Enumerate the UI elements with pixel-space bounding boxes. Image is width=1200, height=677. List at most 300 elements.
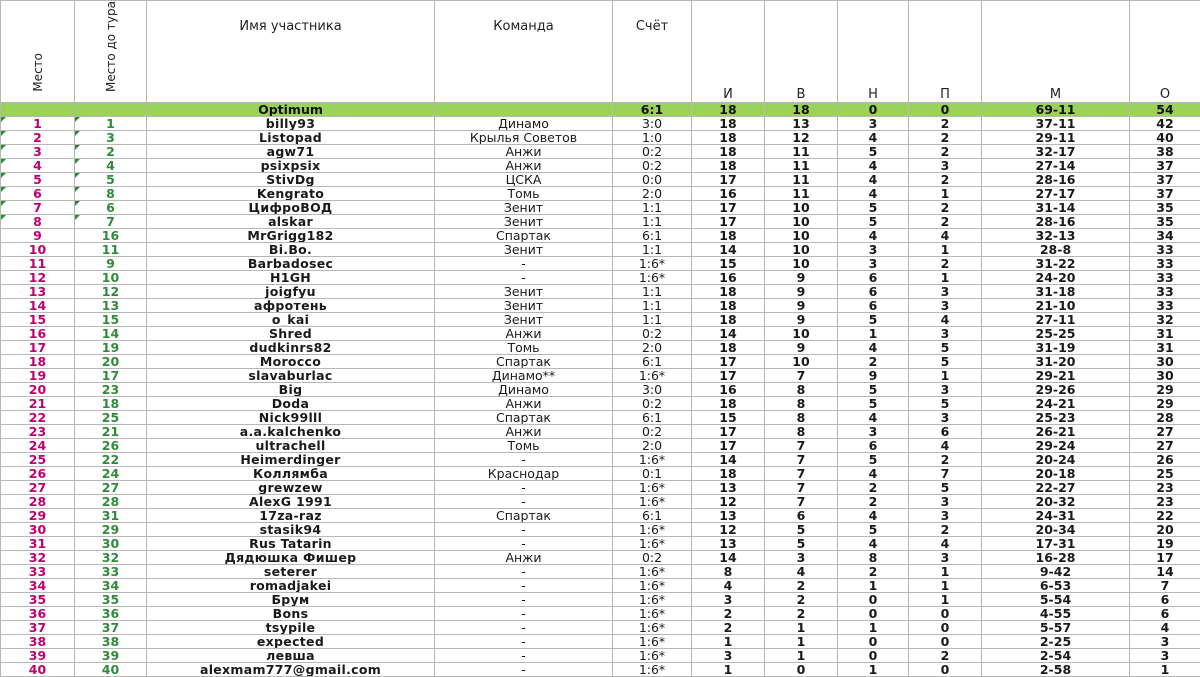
cell-draws: 0 [838, 649, 909, 663]
cell-tour: 2 [75, 145, 147, 159]
cell-team: Анжи [435, 327, 613, 341]
cell-score: 0:2 [613, 551, 692, 565]
cell-team: - [435, 271, 613, 285]
cell-games: 13 [692, 481, 765, 495]
cell-draws: 5 [838, 383, 909, 397]
cell-score: 1:6* [613, 579, 692, 593]
cell-wins: 10 [765, 355, 838, 369]
cell-games: 18 [692, 341, 765, 355]
cell-wins: 8 [765, 411, 838, 425]
cell-draws: 5 [838, 145, 909, 159]
cell-score: 1:1 [613, 201, 692, 215]
cell-goals: 21-10 [982, 299, 1130, 313]
cell-goals: 29-11 [982, 131, 1130, 145]
cell-wins: 5 [765, 523, 838, 537]
table-row [1, 523, 1200, 537]
cell-games: 1 [692, 663, 765, 677]
cell-score: 2:0 [613, 439, 692, 453]
cell-wins: 10 [765, 215, 838, 229]
cell-tour: 10 [75, 271, 147, 285]
cell-losses: 1 [909, 565, 982, 579]
cell-name: slavaburlac [147, 369, 435, 383]
cell-draws: 2 [838, 481, 909, 495]
cell-draws: 4 [838, 159, 909, 173]
cell-tour: 20 [75, 355, 147, 369]
optimum-tour [75, 103, 147, 117]
table-row [1, 243, 1200, 257]
cell-place: 2 [1, 131, 75, 145]
cell-wins: 1 [765, 649, 838, 663]
cell-place: 29 [1, 509, 75, 523]
table-row [1, 509, 1200, 523]
header-score: Счёт [613, 1, 692, 103]
cell-team: Спартак [435, 509, 613, 523]
table-row [1, 621, 1200, 635]
cell-score: 2:0 [613, 341, 692, 355]
cell-tour: 36 [75, 607, 147, 621]
cell-team: - [435, 495, 613, 509]
cell-name: StivDg [147, 173, 435, 187]
cell-team: Динамо [435, 117, 613, 131]
cell-score: 1:0 [613, 131, 692, 145]
cell-score: 1:6* [613, 607, 692, 621]
header-row [1, 1, 1200, 103]
cell-team: Анжи [435, 145, 613, 159]
cell-team: Спартак [435, 411, 613, 425]
cell-games: 18 [692, 467, 765, 481]
table-row [1, 201, 1200, 215]
cell-draws: 5 [838, 313, 909, 327]
cell-losses: 3 [909, 285, 982, 299]
cell-wins: 3 [765, 551, 838, 565]
cell-team: ЦСКА [435, 173, 613, 187]
cell-losses: 0 [909, 621, 982, 635]
cell-score: 6:1 [613, 229, 692, 243]
cell-goals: 31-20 [982, 355, 1130, 369]
cell-draws: 1 [838, 621, 909, 635]
cell-wins: 11 [765, 187, 838, 201]
cell-points: 33 [1130, 243, 1200, 257]
table-row [1, 131, 1200, 145]
cell-wins: 7 [765, 369, 838, 383]
cell-tour: 29 [75, 523, 147, 537]
cell-tour: 25 [75, 411, 147, 425]
cell-name: AlexG 1991 [147, 495, 435, 509]
cell-name: alexmam777@gmail.com [147, 663, 435, 677]
cell-games: 14 [692, 327, 765, 341]
cell-wins: 4 [765, 565, 838, 579]
cell-score: 0:0 [613, 173, 692, 187]
cell-losses: 3 [909, 327, 982, 341]
cell-games: 16 [692, 383, 765, 397]
table-row [1, 229, 1200, 243]
cell-wins: 7 [765, 439, 838, 453]
cell-losses: 2 [909, 523, 982, 537]
optimum-team [435, 103, 613, 117]
cell-place: 30 [1, 523, 75, 537]
cell-name: dudkinrs82 [147, 341, 435, 355]
cell-draws: 8 [838, 551, 909, 565]
cell-points: 20 [1130, 523, 1200, 537]
cell-games: 17 [692, 425, 765, 439]
table-row [1, 453, 1200, 467]
table-row [1, 593, 1200, 607]
cell-place: 9 [1, 229, 75, 243]
cell-team: - [435, 257, 613, 271]
cell-score: 1:6* [613, 635, 692, 649]
cell-tour: 37 [75, 621, 147, 635]
cell-points: 19 [1130, 537, 1200, 551]
cell-losses: 2 [909, 453, 982, 467]
cell-goals: 29-26 [982, 383, 1130, 397]
cell-losses: 4 [909, 537, 982, 551]
cell-draws: 4 [838, 537, 909, 551]
table-row [1, 117, 1200, 131]
cell-games: 18 [692, 117, 765, 131]
cell-losses: 5 [909, 341, 982, 355]
cell-points: 27 [1130, 425, 1200, 439]
header-losses: П [909, 1, 982, 103]
cell-team: - [435, 607, 613, 621]
cell-draws: 5 [838, 201, 909, 215]
cell-score: 0:2 [613, 397, 692, 411]
cell-name: Listopad [147, 131, 435, 145]
cell-name: tsypile [147, 621, 435, 635]
optimum-games: 18 [692, 103, 765, 117]
cell-goals: 29-21 [982, 369, 1130, 383]
optimum-draws: 0 [838, 103, 909, 117]
table-row [1, 579, 1200, 593]
cell-tour: 33 [75, 565, 147, 579]
cell-tour: 5 [75, 173, 147, 187]
cell-goals: 5-54 [982, 593, 1130, 607]
cell-losses: 1 [909, 593, 982, 607]
cell-team: - [435, 649, 613, 663]
cell-draws: 1 [838, 327, 909, 341]
cell-name: seterer [147, 565, 435, 579]
cell-tour: 1 [75, 117, 147, 131]
cell-name: ultrachell [147, 439, 435, 453]
table-row [1, 369, 1200, 383]
cell-games: 16 [692, 187, 765, 201]
cell-losses: 2 [909, 215, 982, 229]
cell-losses: 2 [909, 131, 982, 145]
table-row [1, 271, 1200, 285]
cell-tour: 35 [75, 593, 147, 607]
cell-name: joigfyu [147, 285, 435, 299]
cell-losses: 2 [909, 145, 982, 159]
cell-goals: 2-25 [982, 635, 1130, 649]
cell-tour: 9 [75, 257, 147, 271]
cell-draws: 0 [838, 607, 909, 621]
cell-games: 12 [692, 495, 765, 509]
cell-goals: 20-18 [982, 467, 1130, 481]
cell-name: billy93 [147, 117, 435, 131]
table-row [1, 327, 1200, 341]
cell-games: 14 [692, 453, 765, 467]
cell-wins: 7 [765, 453, 838, 467]
cell-games: 17 [692, 439, 765, 453]
cell-games: 12 [692, 523, 765, 537]
cell-games: 17 [692, 201, 765, 215]
cell-points: 30 [1130, 369, 1200, 383]
cell-points: 40 [1130, 131, 1200, 145]
cell-points: 3 [1130, 635, 1200, 649]
cell-name: expected [147, 635, 435, 649]
cell-score: 1:6* [613, 369, 692, 383]
cell-place: 1 [1, 117, 75, 131]
cell-tour: 32 [75, 551, 147, 565]
cell-name: 17za-raz [147, 509, 435, 523]
cell-name: Bi.Bo. [147, 243, 435, 257]
cell-team: - [435, 621, 613, 635]
cell-draws: 6 [838, 439, 909, 453]
cell-draws: 3 [838, 243, 909, 257]
cell-name: Shred [147, 327, 435, 341]
cell-tour: 39 [75, 649, 147, 663]
cell-games: 1 [692, 635, 765, 649]
cell-tour: 26 [75, 439, 147, 453]
cell-wins: 2 [765, 579, 838, 593]
cell-draws: 6 [838, 285, 909, 299]
table-row [1, 313, 1200, 327]
cell-score: 6:1 [613, 509, 692, 523]
cell-points: 37 [1130, 187, 1200, 201]
cell-draws: 1 [838, 579, 909, 593]
cell-losses: 4 [909, 439, 982, 453]
cell-draws: 6 [838, 299, 909, 313]
cell-tour: 27 [75, 481, 147, 495]
cell-losses: 1 [909, 369, 982, 383]
cell-losses: 7 [909, 467, 982, 481]
header-place: Место [1, 1, 75, 103]
table-row [1, 663, 1200, 677]
cell-place: 18 [1, 355, 75, 369]
cell-games: 14 [692, 551, 765, 565]
cell-goals: 28-16 [982, 173, 1130, 187]
cell-name: stasik94 [147, 523, 435, 537]
cell-points: 3 [1130, 649, 1200, 663]
cell-draws: 3 [838, 117, 909, 131]
header-points: О [1130, 1, 1200, 103]
cell-games: 13 [692, 509, 765, 523]
cell-points: 17 [1130, 551, 1200, 565]
cell-wins: 7 [765, 481, 838, 495]
cell-points: 42 [1130, 117, 1200, 131]
cell-name: Barbadosec [147, 257, 435, 271]
cell-losses: 3 [909, 383, 982, 397]
cell-tour: 40 [75, 663, 147, 677]
cell-wins: 10 [765, 257, 838, 271]
cell-draws: 4 [838, 411, 909, 425]
table-row [1, 159, 1200, 173]
cell-tour: 24 [75, 467, 147, 481]
cell-name: левша [147, 649, 435, 663]
cell-tour: 19 [75, 341, 147, 355]
cell-draws: 5 [838, 453, 909, 467]
cell-score: 1:6* [613, 565, 692, 579]
cell-team: Зенит [435, 313, 613, 327]
cell-points: 29 [1130, 397, 1200, 411]
cell-name: o_kai [147, 313, 435, 327]
cell-games: 14 [692, 243, 765, 257]
cell-wins: 10 [765, 201, 838, 215]
cell-games: 8 [692, 565, 765, 579]
cell-team: Томь [435, 187, 613, 201]
cell-name: a.a.kalchenko [147, 425, 435, 439]
cell-place: 37 [1, 621, 75, 635]
cell-wins: 11 [765, 159, 838, 173]
cell-team: - [435, 453, 613, 467]
header-tour-place: Место до тура [75, 1, 147, 103]
table-row [1, 607, 1200, 621]
cell-losses: 3 [909, 509, 982, 523]
cell-points: 33 [1130, 299, 1200, 313]
cell-place: 25 [1, 453, 75, 467]
cell-wins: 13 [765, 117, 838, 131]
cell-place: 39 [1, 649, 75, 663]
table-row [1, 145, 1200, 159]
cell-name: Big [147, 383, 435, 397]
table-row [1, 425, 1200, 439]
cell-score: 1:1 [613, 285, 692, 299]
cell-place: 7 [1, 201, 75, 215]
cell-name: romadjakei [147, 579, 435, 593]
cell-games: 4 [692, 579, 765, 593]
cell-place: 14 [1, 299, 75, 313]
cell-losses: 5 [909, 481, 982, 495]
cell-score: 1:6* [613, 537, 692, 551]
cell-games: 18 [692, 397, 765, 411]
cell-place: 17 [1, 341, 75, 355]
cell-score: 6:1 [613, 355, 692, 369]
cell-draws: 5 [838, 215, 909, 229]
cell-wins: 5 [765, 537, 838, 551]
cell-points: 35 [1130, 215, 1200, 229]
cell-score: 1:6* [613, 649, 692, 663]
cell-team: - [435, 663, 613, 677]
cell-score: 1:6* [613, 593, 692, 607]
cell-goals: 4-55 [982, 607, 1130, 621]
cell-team: Краснодар [435, 467, 613, 481]
cell-wins: 8 [765, 383, 838, 397]
table-row [1, 215, 1200, 229]
cell-points: 33 [1130, 271, 1200, 285]
cell-place: 23 [1, 425, 75, 439]
cell-points: 27 [1130, 439, 1200, 453]
cell-games: 2 [692, 607, 765, 621]
cell-draws: 0 [838, 635, 909, 649]
cell-name: афротень [147, 299, 435, 313]
cell-name: Nick99lll [147, 411, 435, 425]
cell-team: Спартак [435, 355, 613, 369]
cell-team: Спартак [435, 229, 613, 243]
cell-place: 3 [1, 145, 75, 159]
cell-games: 3 [692, 649, 765, 663]
cell-place: 35 [1, 593, 75, 607]
table-row [1, 187, 1200, 201]
cell-team: Анжи [435, 159, 613, 173]
cell-points: 34 [1130, 229, 1200, 243]
cell-place: 11 [1, 257, 75, 271]
cell-draws: 2 [838, 565, 909, 579]
table-row [1, 257, 1200, 271]
cell-wins: 6 [765, 509, 838, 523]
cell-team: Динамо [435, 383, 613, 397]
cell-losses: 2 [909, 173, 982, 187]
cell-place: 6 [1, 187, 75, 201]
cell-team: Томь [435, 439, 613, 453]
cell-tour: 38 [75, 635, 147, 649]
cell-goals: 31-22 [982, 257, 1130, 271]
cell-team: Томь [435, 341, 613, 355]
cell-losses: 2 [909, 649, 982, 663]
cell-points: 25 [1130, 467, 1200, 481]
cell-place: 21 [1, 397, 75, 411]
cell-tour: 18 [75, 397, 147, 411]
cell-games: 18 [692, 159, 765, 173]
cell-goals: 20-34 [982, 523, 1130, 537]
cell-losses: 3 [909, 551, 982, 565]
cell-goals: 31-18 [982, 285, 1130, 299]
cell-points: 38 [1130, 145, 1200, 159]
cell-team: Зенит [435, 243, 613, 257]
cell-goals: 25-25 [982, 327, 1130, 341]
cell-points: 6 [1130, 593, 1200, 607]
cell-draws: 6 [838, 271, 909, 285]
cell-goals: 20-24 [982, 453, 1130, 467]
cell-place: 8 [1, 215, 75, 229]
cell-tour: 6 [75, 201, 147, 215]
cell-games: 18 [692, 145, 765, 159]
optimum-losses: 0 [909, 103, 982, 117]
cell-name: alskar [147, 215, 435, 229]
cell-tour: 21 [75, 425, 147, 439]
cell-name: Heimerdinger [147, 453, 435, 467]
cell-tour: 22 [75, 453, 147, 467]
cell-wins: 7 [765, 467, 838, 481]
table-row [1, 537, 1200, 551]
cell-draws: 0 [838, 593, 909, 607]
cell-losses: 3 [909, 299, 982, 313]
cell-goals: 37-11 [982, 117, 1130, 131]
cell-goals: 17-31 [982, 537, 1130, 551]
cell-points: 1 [1130, 663, 1200, 677]
cell-team: - [435, 565, 613, 579]
table-row [1, 467, 1200, 481]
cell-tour: 34 [75, 579, 147, 593]
cell-losses: 3 [909, 159, 982, 173]
table-row [1, 411, 1200, 425]
cell-wins: 10 [765, 229, 838, 243]
cell-tour: 4 [75, 159, 147, 173]
cell-points: 37 [1130, 173, 1200, 187]
cell-score: 1:1 [613, 313, 692, 327]
cell-goals: 24-31 [982, 509, 1130, 523]
cell-goals: 2-58 [982, 663, 1130, 677]
cell-tour: 30 [75, 537, 147, 551]
cell-losses: 5 [909, 397, 982, 411]
cell-games: 18 [692, 313, 765, 327]
cell-games: 15 [692, 411, 765, 425]
cell-team: Анжи [435, 551, 613, 565]
cell-draws: 5 [838, 397, 909, 411]
cell-goals: 2-54 [982, 649, 1130, 663]
cell-wins: 2 [765, 593, 838, 607]
cell-place: 16 [1, 327, 75, 341]
cell-place: 5 [1, 173, 75, 187]
cell-score: 1:6* [613, 453, 692, 467]
